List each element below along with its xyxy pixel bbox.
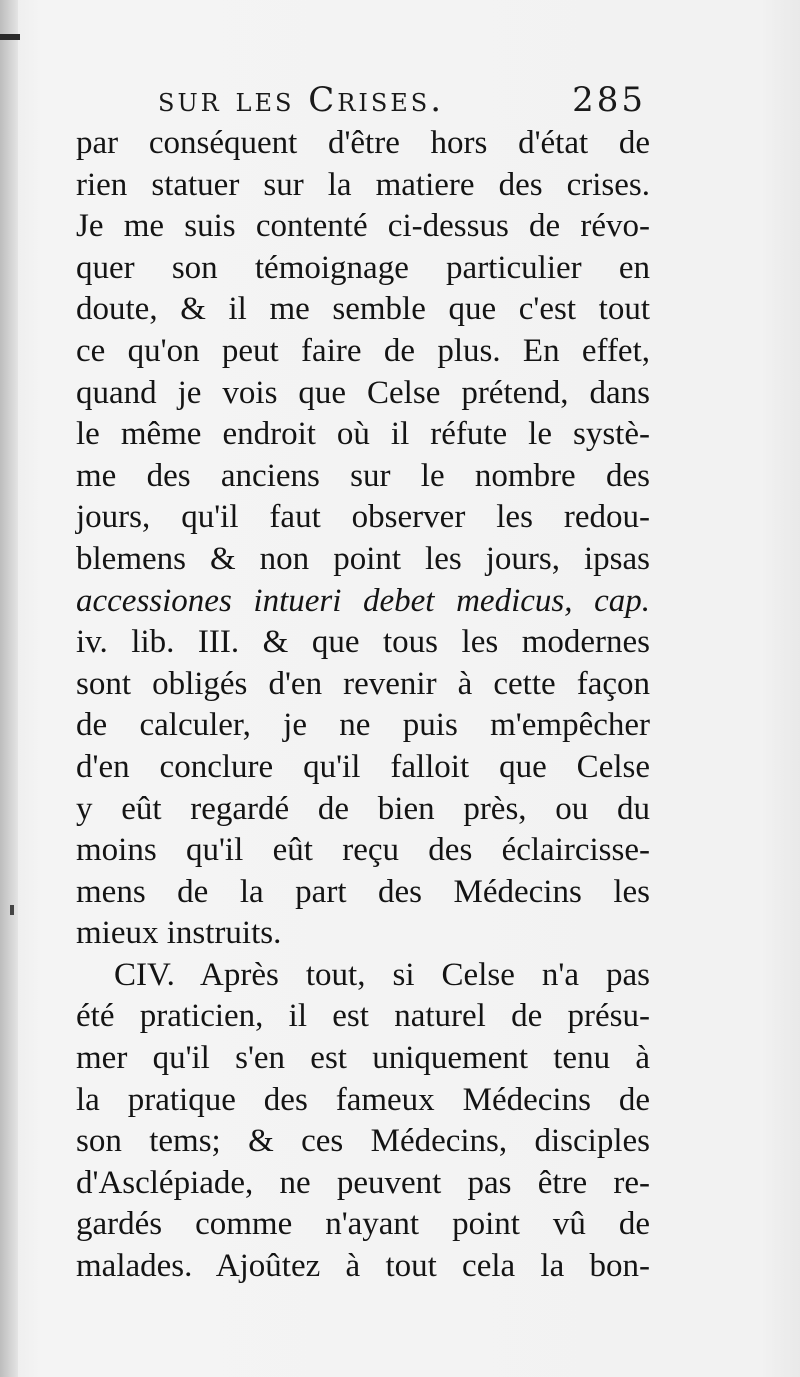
text-line: moins qu'il eût reçu des éclaircisse- bbox=[76, 832, 650, 869]
text-line: jours, qu'il faut observer les redou- bbox=[76, 499, 650, 536]
text-line: malades. Ajoûtez à tout cela la bon- bbox=[76, 1248, 650, 1285]
body-text bbox=[76, 123, 650, 1288]
page-number: 285 bbox=[572, 80, 646, 120]
binding-mark-small bbox=[10, 905, 14, 915]
text-line: été praticien, il est naturel de présu- bbox=[76, 998, 650, 1035]
text-line: la pratique des fameux Médecins de bbox=[76, 1081, 650, 1118]
text-line: mieux instruits. bbox=[76, 915, 282, 952]
text-line: d'en conclure qu'il falloit que Celse bbox=[76, 748, 650, 785]
text-line: sont obligés d'en revenir à cette façon bbox=[76, 665, 650, 702]
text-line: ce qu'on peut faire de plus. En effet, bbox=[76, 332, 650, 369]
text-line: mens de la part des Médecins les bbox=[76, 873, 650, 910]
text-line: le même endroit où il réfute le systè- bbox=[76, 416, 650, 453]
text-line: doute, & il me semble que c'est tout bbox=[76, 291, 650, 328]
page-edge-shadow bbox=[0, 0, 18, 1377]
binding-mark bbox=[0, 34, 20, 40]
text-line: gardés comme n'ayant point vû de bbox=[76, 1206, 650, 1243]
running-title: sur les Crises. bbox=[158, 80, 445, 120]
text-line: de calculer, je ne puis m'empêcher bbox=[76, 707, 650, 744]
text-line: Je me suis contenté ci-dessus de révo- bbox=[76, 208, 650, 245]
text-line: rien statuer sur la matiere des crises. bbox=[76, 166, 650, 203]
text-line: y eût regardé de bien près, ou du bbox=[76, 790, 650, 827]
text-line: quand je vois que Celse prétend, dans bbox=[76, 374, 650, 411]
text-line: iv. lib. III. & que tous les modernes bbox=[76, 624, 650, 661]
text-line: son tems; & ces Médecins, disciples bbox=[76, 1123, 650, 1160]
text-line: me des anciens sur le nombre des bbox=[76, 457, 650, 494]
text-line: d'Asclépiade, ne peuvent pas être re- bbox=[76, 1164, 650, 1201]
text-line: blemens & non point les jours, ipsas bbox=[76, 540, 650, 577]
text-line: mer qu'il s'en est uniquement tenu à bbox=[76, 1040, 650, 1077]
text-line: quer son témoignage particulier en bbox=[76, 249, 650, 286]
text-line-italic: accessiones intueri debet medicus, cap. bbox=[76, 582, 650, 619]
paragraph-start-line: CIV. Après tout, si Celse n'a pas bbox=[114, 956, 650, 993]
page-header bbox=[158, 80, 658, 126]
text-line: par conséquent d'être hors d'état de bbox=[76, 125, 650, 161]
